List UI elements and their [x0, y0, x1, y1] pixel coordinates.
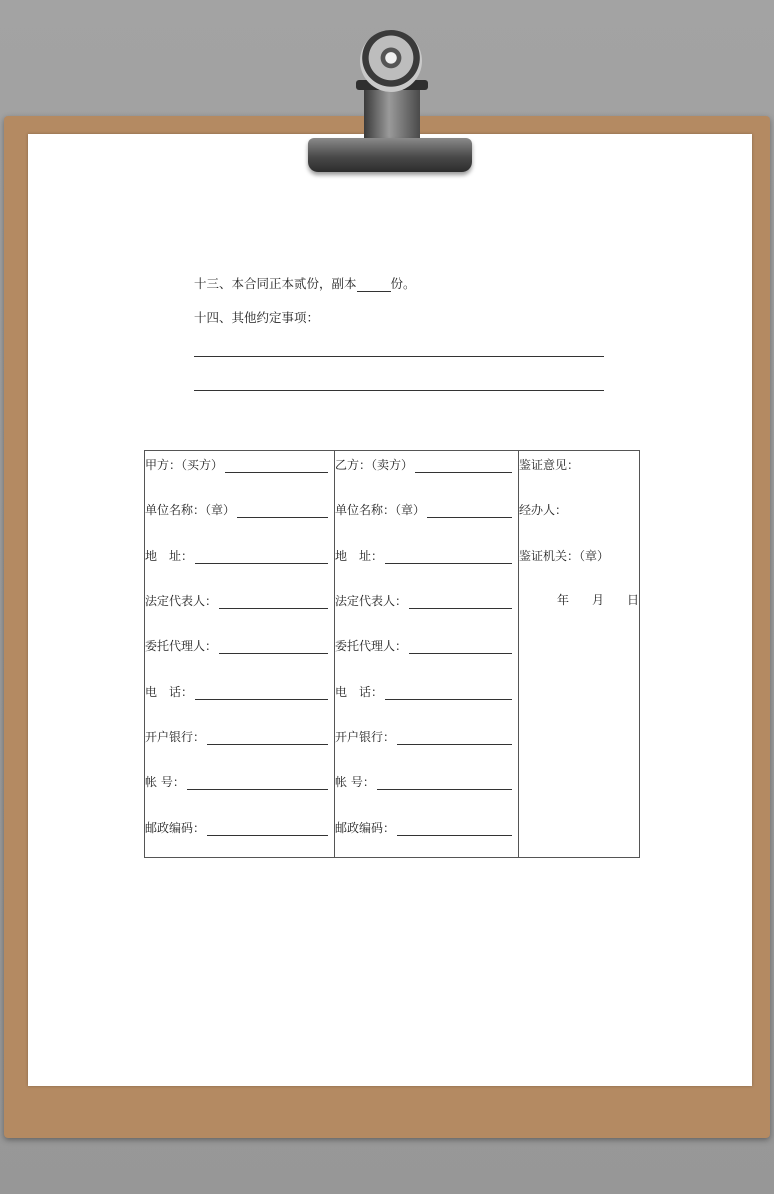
fill-line[interactable] — [397, 821, 512, 836]
party-b-row[interactable]: 乙方：（卖方） — [335, 455, 512, 473]
party-a-row[interactable]: 电 话： — [145, 682, 328, 700]
fill-line[interactable] — [409, 639, 512, 654]
party-b-row[interactable]: 地 址： — [335, 546, 512, 564]
verification-opinion: 鉴证意见： — [519, 458, 580, 472]
fill-line[interactable] — [195, 549, 328, 564]
fill-line[interactable] — [207, 730, 328, 745]
party-a-row[interactable]: 单位名称：（章） — [145, 500, 328, 518]
fill-line[interactable] — [409, 594, 512, 609]
clip-ring-icon — [360, 30, 422, 92]
copies-blank[interactable] — [357, 279, 391, 292]
party-b-row[interactable]: 法定代表人： — [335, 591, 512, 609]
party-a-column — [145, 451, 335, 857]
party-b-row[interactable]: 委托代理人： — [335, 636, 512, 654]
date-month-label: 月 — [591, 593, 604, 607]
fill-line[interactable] — [385, 549, 512, 564]
verification-date — [519, 591, 639, 608]
party-b-row[interactable]: 邮政编码： — [335, 818, 512, 836]
verification-authority: 鉴证机关：（章） — [519, 549, 610, 563]
date-year-label: 年 — [557, 593, 570, 607]
other-terms-line-1[interactable] — [194, 356, 604, 357]
fill-line[interactable] — [237, 503, 328, 518]
verification-handler: 经办人： — [519, 503, 568, 517]
party-a-row[interactable]: 开户银行： — [145, 727, 328, 745]
fill-line[interactable] — [397, 730, 512, 745]
fill-line[interactable] — [385, 685, 512, 700]
party-b-row[interactable]: 单位名称：（章） — [335, 500, 512, 518]
party-b-row[interactable]: 帐 号： — [335, 772, 512, 790]
clause-13 — [194, 274, 416, 292]
party-a-row[interactable]: 邮政编码： — [145, 818, 328, 836]
fill-line[interactable] — [225, 458, 328, 473]
fill-line[interactable] — [219, 594, 328, 609]
fill-line[interactable] — [187, 775, 328, 790]
party-a-row[interactable]: 帐 号： — [145, 772, 328, 790]
fill-line[interactable] — [377, 775, 512, 790]
fill-line[interactable] — [207, 821, 328, 836]
clip-base-icon — [308, 138, 472, 172]
party-a-row[interactable]: 法定代表人： — [145, 591, 328, 609]
fill-line[interactable] — [195, 685, 328, 700]
fill-line[interactable] — [427, 503, 512, 518]
verification-column — [519, 451, 639, 857]
party-b-row[interactable]: 开户银行： — [335, 727, 512, 745]
clause-14: 十四、其他约定事项： — [194, 310, 320, 325]
party-a-row[interactable]: 委托代理人： — [145, 636, 328, 654]
party-b-column — [335, 451, 519, 857]
signature-table — [144, 450, 640, 858]
party-a-row[interactable]: 地 址： — [145, 546, 328, 564]
date-day-label: 日 — [626, 593, 639, 607]
clause-13-suffix: 份。 — [390, 276, 416, 291]
other-terms-line-2[interactable] — [194, 390, 604, 391]
fill-line[interactable] — [415, 458, 512, 473]
fill-line[interactable] — [219, 639, 328, 654]
clause-13-prefix: 十三、本合同正本贰份，副本 — [194, 276, 357, 291]
party-a-row[interactable]: 甲方：（买方） — [145, 455, 328, 473]
party-b-row[interactable]: 电 话： — [335, 682, 512, 700]
